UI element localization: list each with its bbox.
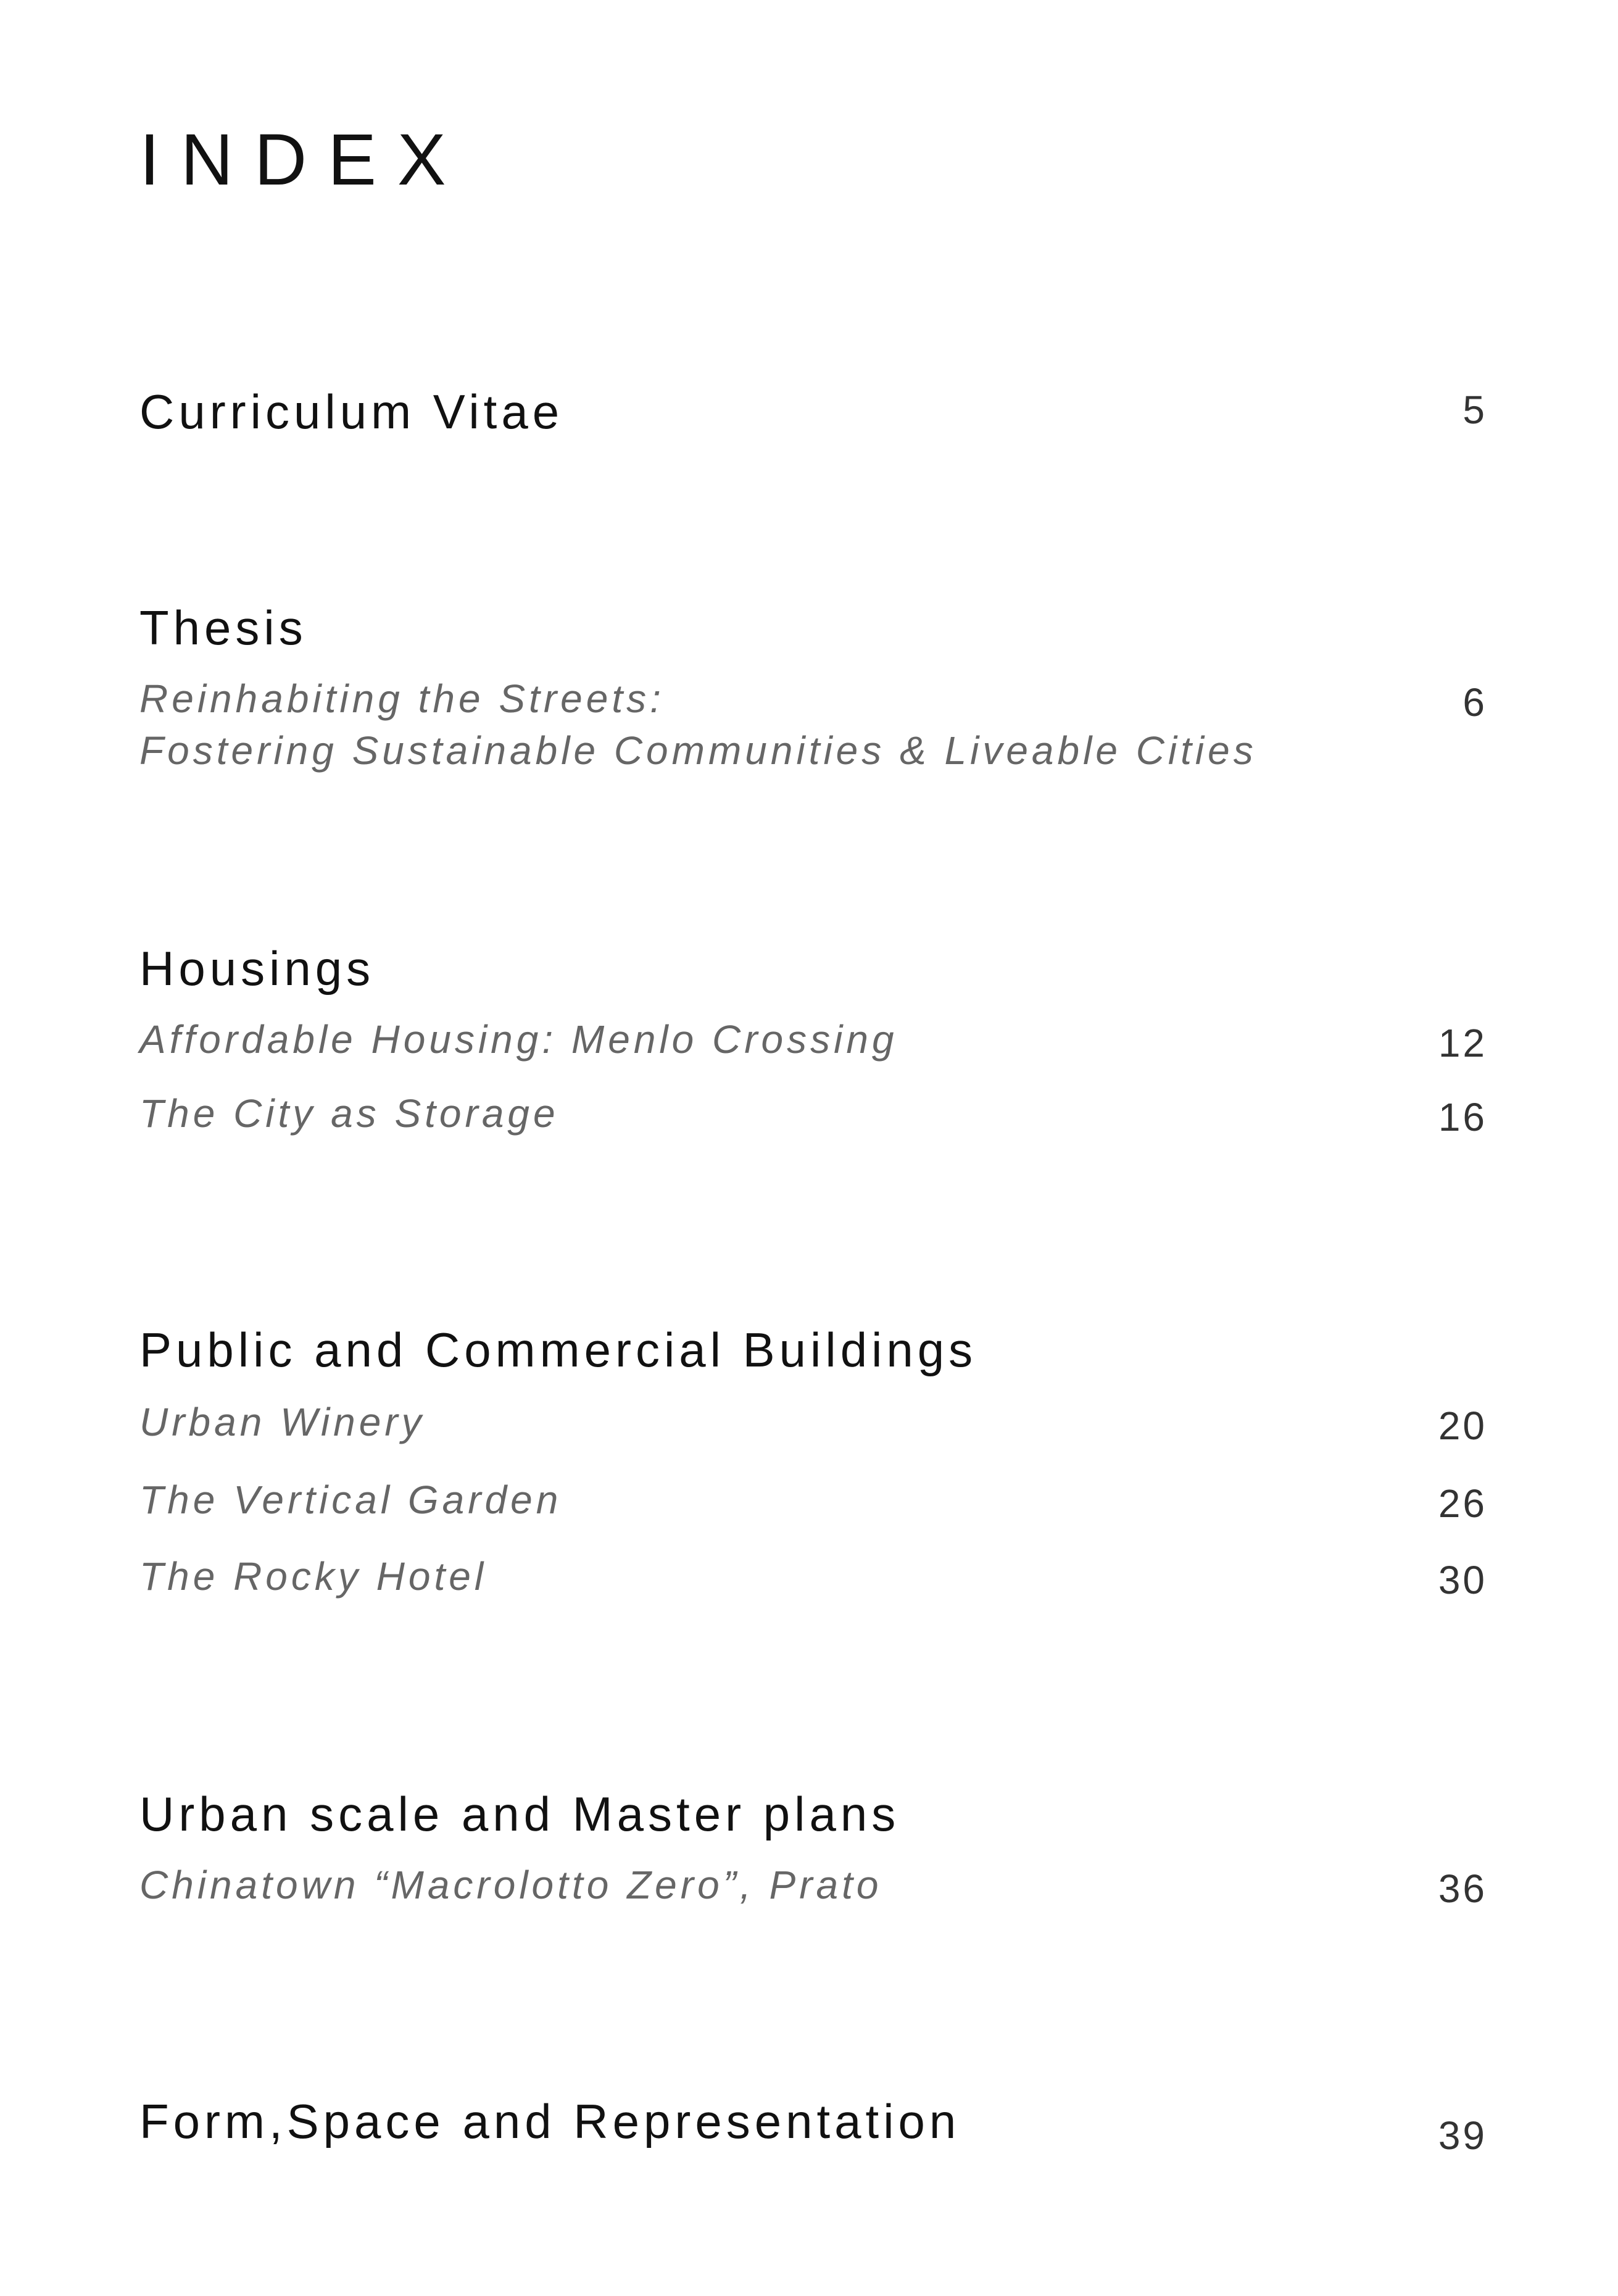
section-heading-thesis: Thesis xyxy=(139,601,307,655)
index-entry-line: Reinhabiting the Streets: xyxy=(139,676,665,721)
page-number: 5 xyxy=(1462,388,1487,432)
section-heading-housings: Housings xyxy=(139,941,375,996)
index-entry-line: Fostering Sustainable Communities & Liveable Cities xyxy=(139,728,1257,773)
page-number: 20 xyxy=(1438,1404,1487,1448)
page-number: 12 xyxy=(1438,1021,1487,1065)
section-heading-form-space: Form,Space and Representation xyxy=(139,2094,961,2148)
section-heading-curriculum-vitae: Curriculum Vitae xyxy=(139,385,564,439)
page-number: 6 xyxy=(1462,680,1487,725)
page-number: 26 xyxy=(1438,1481,1487,1526)
index-entry: Affordable Housing: Menlo Crossing xyxy=(139,1017,898,1062)
index-entry: Urban Winery xyxy=(139,1400,425,1444)
index-entry: Chinatown “Macrolotto Zero”, Prato xyxy=(139,1863,882,1907)
section-heading-urban-scale: Urban scale and Master plans xyxy=(139,1787,900,1841)
section-heading-public-commercial: Public and Commercial Buildings xyxy=(139,1323,977,1377)
index-entry: The City as Storage xyxy=(139,1091,559,1136)
page-number: 16 xyxy=(1438,1095,1487,1139)
page-number: 39 xyxy=(1438,2113,1487,2158)
page-title: INDEX xyxy=(139,119,467,201)
index-entry: The Rocky Hotel xyxy=(139,1554,487,1599)
page-number: 30 xyxy=(1438,1558,1487,1602)
index-entry: The Vertical Garden xyxy=(139,1478,562,1522)
page-number: 36 xyxy=(1438,1866,1487,1911)
